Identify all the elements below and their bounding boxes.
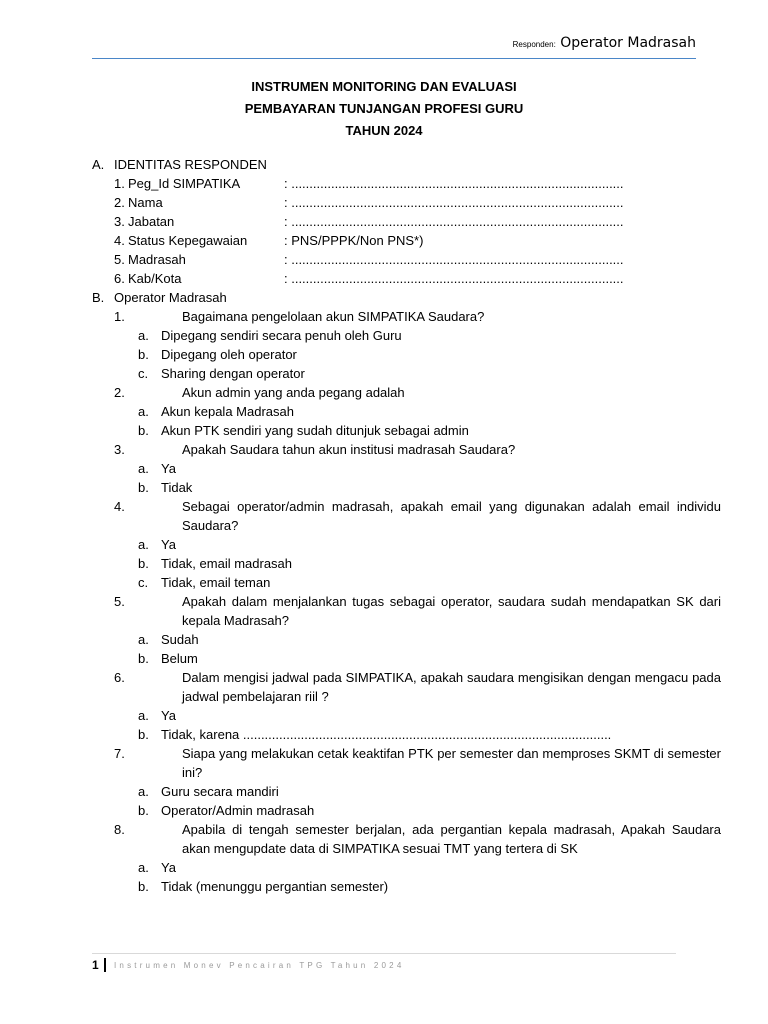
option-letter: b. — [138, 480, 149, 495]
question-item — [92, 307, 676, 326]
option-letter: b. — [138, 347, 149, 362]
footer-divider — [104, 958, 106, 972]
section-a-heading — [92, 155, 676, 174]
option-letter: a. — [138, 860, 149, 875]
field-label: Jabatan — [128, 214, 175, 229]
field-number: 5. — [114, 252, 125, 267]
document-body — [92, 155, 721, 896]
answer-option — [92, 649, 676, 668]
option-text: Tidak (menunggu pergantian semester) — [161, 879, 389, 894]
option-letter: a. — [138, 708, 149, 723]
field-value: : PNS/PPPK/Non PNS*) — [284, 233, 424, 248]
field-number: 3. — [114, 214, 125, 229]
field-label: Status Kepegawaian — [128, 233, 248, 248]
answer-option — [92, 725, 676, 744]
question-number: 8. — [114, 822, 125, 837]
question-number: 2. — [114, 385, 125, 400]
option-letter: a. — [138, 404, 149, 419]
section-letter: A. — [92, 157, 105, 172]
answer-option — [92, 364, 676, 383]
option-text: Sudah — [161, 632, 199, 647]
field-number: 1. — [114, 176, 125, 191]
option-text: Dipegang oleh operator — [161, 347, 297, 362]
question-item — [92, 820, 721, 858]
option-letter: a. — [138, 632, 149, 647]
field-value: : ............................................................................................ — [284, 252, 624, 267]
title-line-1: INSTRUMEN MONITORING DAN EVALUASI — [251, 79, 517, 94]
question-item — [92, 440, 676, 459]
answer-option — [92, 877, 676, 896]
field-value: : ............................................................................................ — [284, 195, 624, 210]
question-number: 6. — [114, 670, 125, 685]
field-value: : ............................................................................................ — [284, 214, 624, 229]
answer-option — [92, 402, 676, 421]
respondent-role: Operator Madrasah — [560, 35, 696, 51]
option-letter: a. — [138, 461, 149, 476]
option-letter: b. — [138, 727, 149, 742]
answer-option — [92, 535, 676, 554]
option-text: Akun kepala Madrasah — [161, 404, 294, 419]
option-text: Tidak, karena ...................................................................................................... — [161, 727, 612, 742]
section-b-heading — [92, 288, 676, 307]
footer-text: Instrumen Monev Pencairan TPG Tahun 2024 — [114, 961, 405, 970]
option-text: Guru secara mandiri — [161, 784, 279, 799]
answer-option — [92, 554, 676, 573]
title-line-2: PEMBAYARAN TUNJANGAN PROFESI GURU — [244, 101, 524, 116]
field-number: 2. — [114, 195, 125, 210]
question-number: 7. — [114, 746, 125, 761]
answer-option — [92, 326, 676, 345]
question-text: Dalam mengisi jadwal pada SIMPATIKA, apakah saudara mengisikan dengan mengacu pada jadwal pembelajaran riil ? — [182, 670, 721, 704]
question-text: Sebagai operator/admin madrasah, apakah email yang digunakan adalah email individu Saudara? — [182, 499, 721, 533]
page-header — [92, 34, 696, 59]
section-title: Operator Madrasah — [114, 290, 227, 305]
answer-option — [92, 421, 676, 440]
option-letter: c. — [138, 575, 149, 590]
option-text: Ya — [161, 461, 176, 476]
identity-fields — [92, 174, 676, 288]
page-footer — [92, 953, 676, 976]
answer-option — [92, 801, 676, 820]
answer-option — [92, 573, 676, 592]
answer-option — [92, 630, 676, 649]
question-text: Akun admin yang anda pegang adalah — [182, 385, 405, 400]
answer-option — [92, 782, 676, 801]
identity-field-row — [92, 231, 676, 250]
page-number: 1 — [92, 958, 99, 972]
question-number: 4. — [114, 499, 125, 514]
respondent-label: Responden: — [512, 40, 556, 49]
question-text: Apakah dalam menjalankan tugas sebagai operator, saudara sudah mendapatkan SK dari kepala Madrasah? — [182, 594, 721, 628]
option-text: Ya — [161, 860, 176, 875]
option-text: Tidak, email madrasah — [161, 556, 293, 571]
option-letter: b. — [138, 423, 149, 438]
option-text: Tidak — [161, 480, 193, 495]
option-letter: b. — [138, 556, 149, 571]
identity-field-row — [92, 174, 676, 193]
identity-field-row — [92, 212, 676, 231]
field-number: 4. — [114, 233, 125, 248]
option-letter: b. — [138, 879, 149, 894]
question-number: 5. — [114, 594, 125, 609]
option-letter: a. — [138, 784, 149, 799]
field-label: Peg_Id SIMPATIKA — [128, 176, 241, 191]
question-item — [92, 383, 676, 402]
identity-field-row — [92, 193, 676, 212]
section-title: IDENTITAS RESPONDEN — [114, 157, 267, 172]
option-letter: b. — [138, 803, 149, 818]
question-text: Bagaimana pengelolaan akun SIMPATIKA Saudara? — [182, 309, 485, 324]
section-letter: B. — [92, 290, 105, 305]
option-text: Tidak, email teman — [161, 575, 271, 590]
field-number: 6. — [114, 271, 125, 286]
question-text: Siapa yang melakukan cetak keaktifan PTK per semester dan memproses SKMT di semester ini? — [182, 746, 721, 780]
answer-option — [92, 459, 676, 478]
question-item — [92, 497, 721, 535]
question-text: Apakah Saudara tahun akun institusi madrasah Saudara? — [182, 442, 516, 457]
answer-option — [92, 478, 676, 497]
option-text: Operator/Admin madrasah — [161, 803, 315, 818]
field-value: : ............................................................................................ — [284, 271, 624, 286]
field-label: Kab/Kota — [128, 271, 182, 286]
field-label: Nama — [128, 195, 163, 210]
field-value: : ............................................................................................ — [284, 176, 624, 191]
option-letter: b. — [138, 651, 149, 666]
option-text: Akun PTK sendiri yang sudah ditunjuk sebagai admin — [161, 423, 469, 438]
answer-option — [92, 345, 676, 364]
question-number: 3. — [114, 442, 125, 457]
option-text: Dipegang sendiri secara penuh oleh Guru — [161, 328, 402, 343]
option-letter: a. — [138, 328, 149, 343]
option-letter: a. — [138, 537, 149, 552]
option-letter: c. — [138, 366, 149, 381]
answer-option — [92, 706, 676, 725]
field-label: Madrasah — [128, 252, 186, 267]
answer-option — [92, 858, 676, 877]
title-line-3: TAHUN 2024 — [345, 123, 423, 138]
identity-field-row — [92, 269, 676, 288]
question-item — [92, 668, 721, 706]
question-item — [92, 592, 721, 630]
identity-field-row — [92, 250, 676, 269]
questionnaire — [92, 307, 721, 896]
question-text: Apabila di tengah semester berjalan, ada pergantian kepala madrasah, Apakah Saudara akan mengupdate data di SIMPATIKA sesuai TMT yang tertera di SK — [182, 822, 721, 856]
option-text: Sharing dengan operator — [161, 366, 305, 381]
option-text: Ya — [161, 708, 176, 723]
option-text: Ya — [161, 537, 176, 552]
document-title — [0, 76, 768, 142]
question-item — [92, 744, 721, 782]
question-number: 1. — [114, 309, 125, 324]
option-text: Belum — [161, 651, 198, 666]
